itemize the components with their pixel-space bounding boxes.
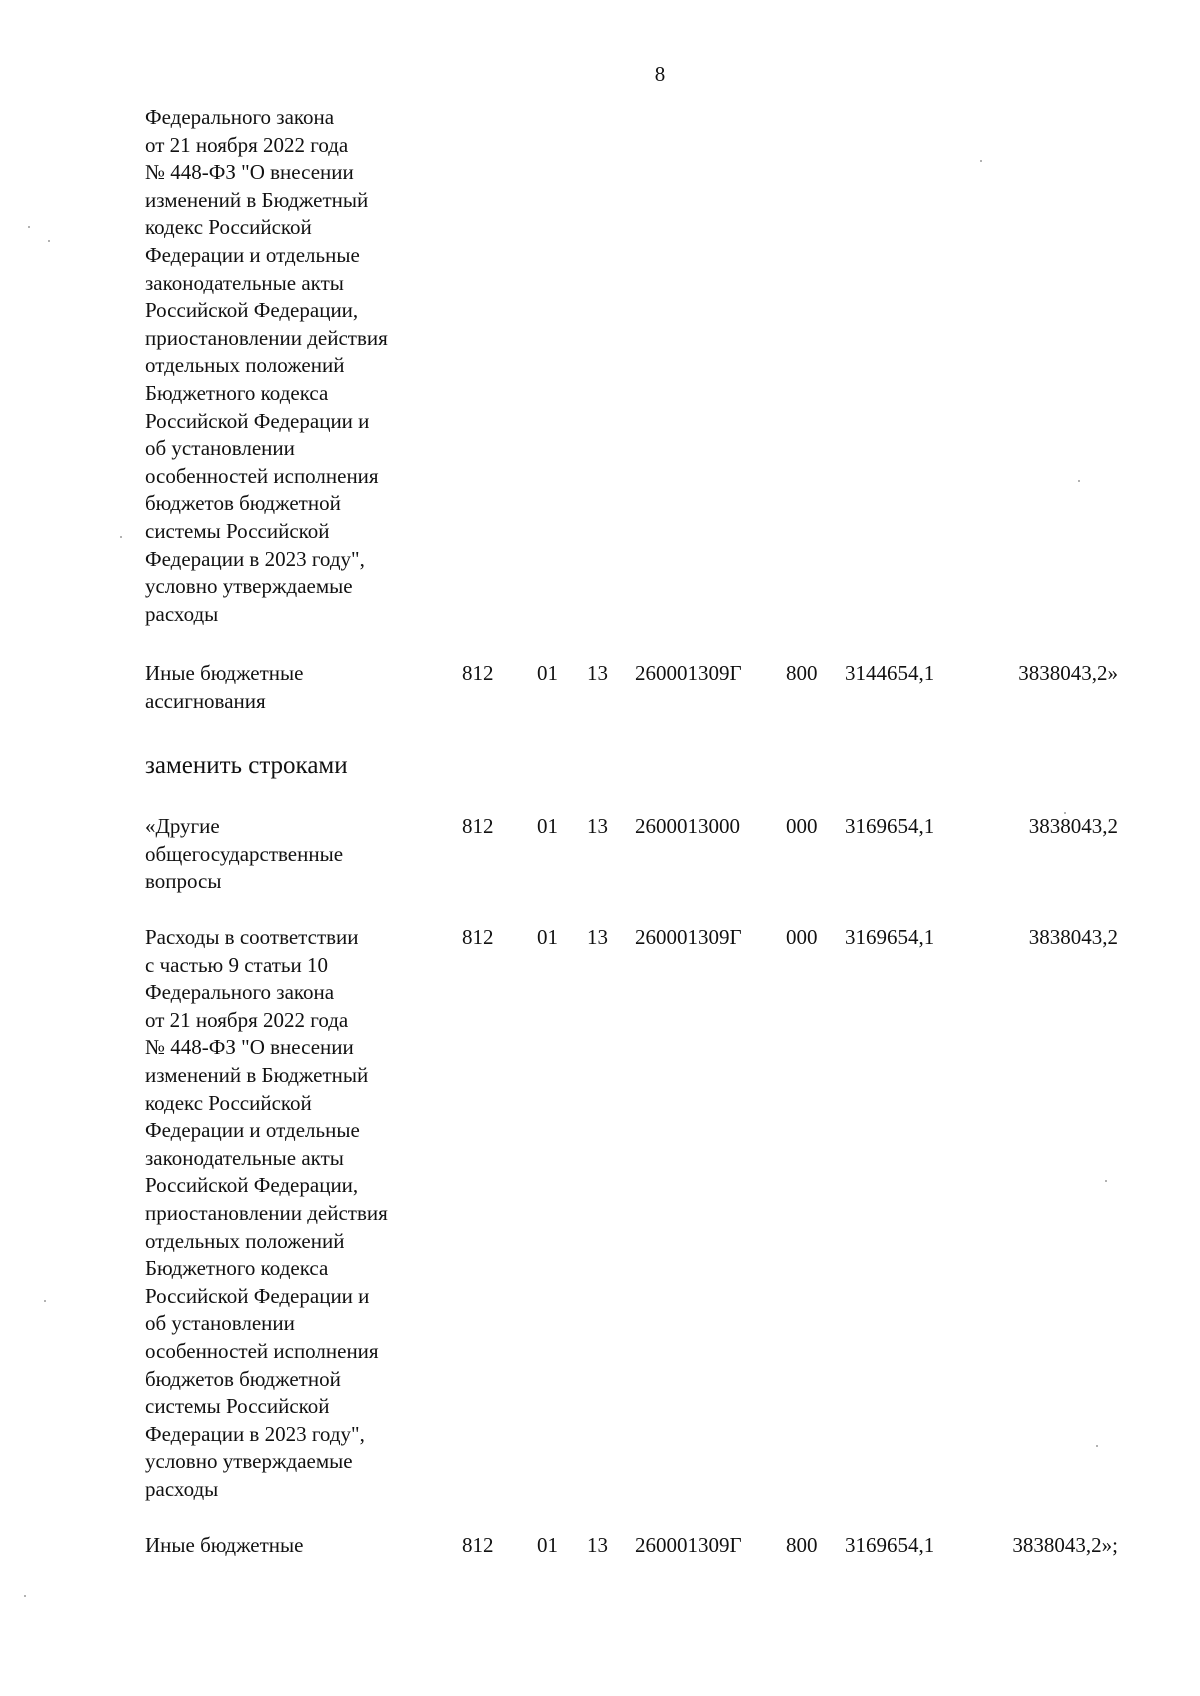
row-ved-code: 812	[462, 1533, 494, 1557]
row-amount-2: 3838043,2	[1028, 925, 1118, 949]
row-section-code: 01	[537, 814, 558, 838]
row-subsection-code: 13	[587, 1533, 608, 1557]
row-ved-code: 812	[462, 661, 494, 685]
row-target-article-code: 2600013000	[635, 814, 740, 838]
row-target-article-code: 260001309Г	[635, 925, 742, 949]
row-subsection-code: 13	[587, 661, 608, 685]
row-amount-2: 3838043,2	[1028, 814, 1118, 838]
row-amount-1: 3144654,1	[845, 661, 935, 685]
replace-instruction: заменить строками	[145, 752, 348, 779]
row-name: Расходы в соответствии с частью 9 статьи 10 Федерального закона от 21 ноября 2022 года № 448-ФЗ "О внесении изменений в Бюджетный кодекс Российской Федерации и отдельные законодательные акты Российской Федерации, приостановлении действия отдельных положений Бюджетного кодекса Российской Федерации и об установлении особенностей исполнения бюджетов бюджетной системы Российской Федерации в 2023 году", условно утверждаемые расходы	[145, 925, 388, 1501]
row-amount-2: 3838043,2»;	[1012, 1533, 1118, 1557]
page-number: 8	[654, 62, 666, 86]
row-expense-type-code: 800	[786, 661, 818, 685]
row-name: Иные бюджетные ассигнования	[145, 661, 304, 713]
top-fragment-text: Федерального закона от 21 ноября 2022 года № 448-ФЗ "О внесении изменений в Бюджетный кодекс Российской Федерации и отдельные законодательные акты Российской Федерации, приостановлении действия отдельных положений Бюджетного кодекса Российской Федерации и об установлении особенностей исполнения бюджетов бюджетной системы Российской Федерации в 2023 году", условно утверждаемые расходы	[145, 105, 388, 626]
row-ved-code: 812	[462, 814, 494, 838]
row-amount-1: 3169654,1	[845, 1533, 935, 1557]
row-section-code: 01	[537, 661, 558, 685]
row-name: Иные бюджетные	[145, 1533, 304, 1557]
row-expense-type-code: 800	[786, 1533, 818, 1557]
row-section-code: 01	[537, 1533, 558, 1557]
row-target-article-code: 260001309Г	[635, 1533, 742, 1557]
row-amount-1: 3169654,1	[845, 925, 935, 949]
row-name: «Другие общегосударственные вопросы	[145, 814, 344, 894]
row-expense-type-code: 000	[786, 814, 818, 838]
row-target-article-code: 260001309Г	[635, 661, 742, 685]
row-section-code: 01	[537, 925, 558, 949]
row-subsection-code: 13	[587, 925, 608, 949]
row-subsection-code: 13	[587, 814, 608, 838]
row-amount-1: 3169654,1	[845, 814, 935, 838]
row-expense-type-code: 000	[786, 925, 818, 949]
row-ved-code: 812	[462, 925, 494, 949]
row-amount-2: 3838043,2»	[1018, 661, 1118, 685]
